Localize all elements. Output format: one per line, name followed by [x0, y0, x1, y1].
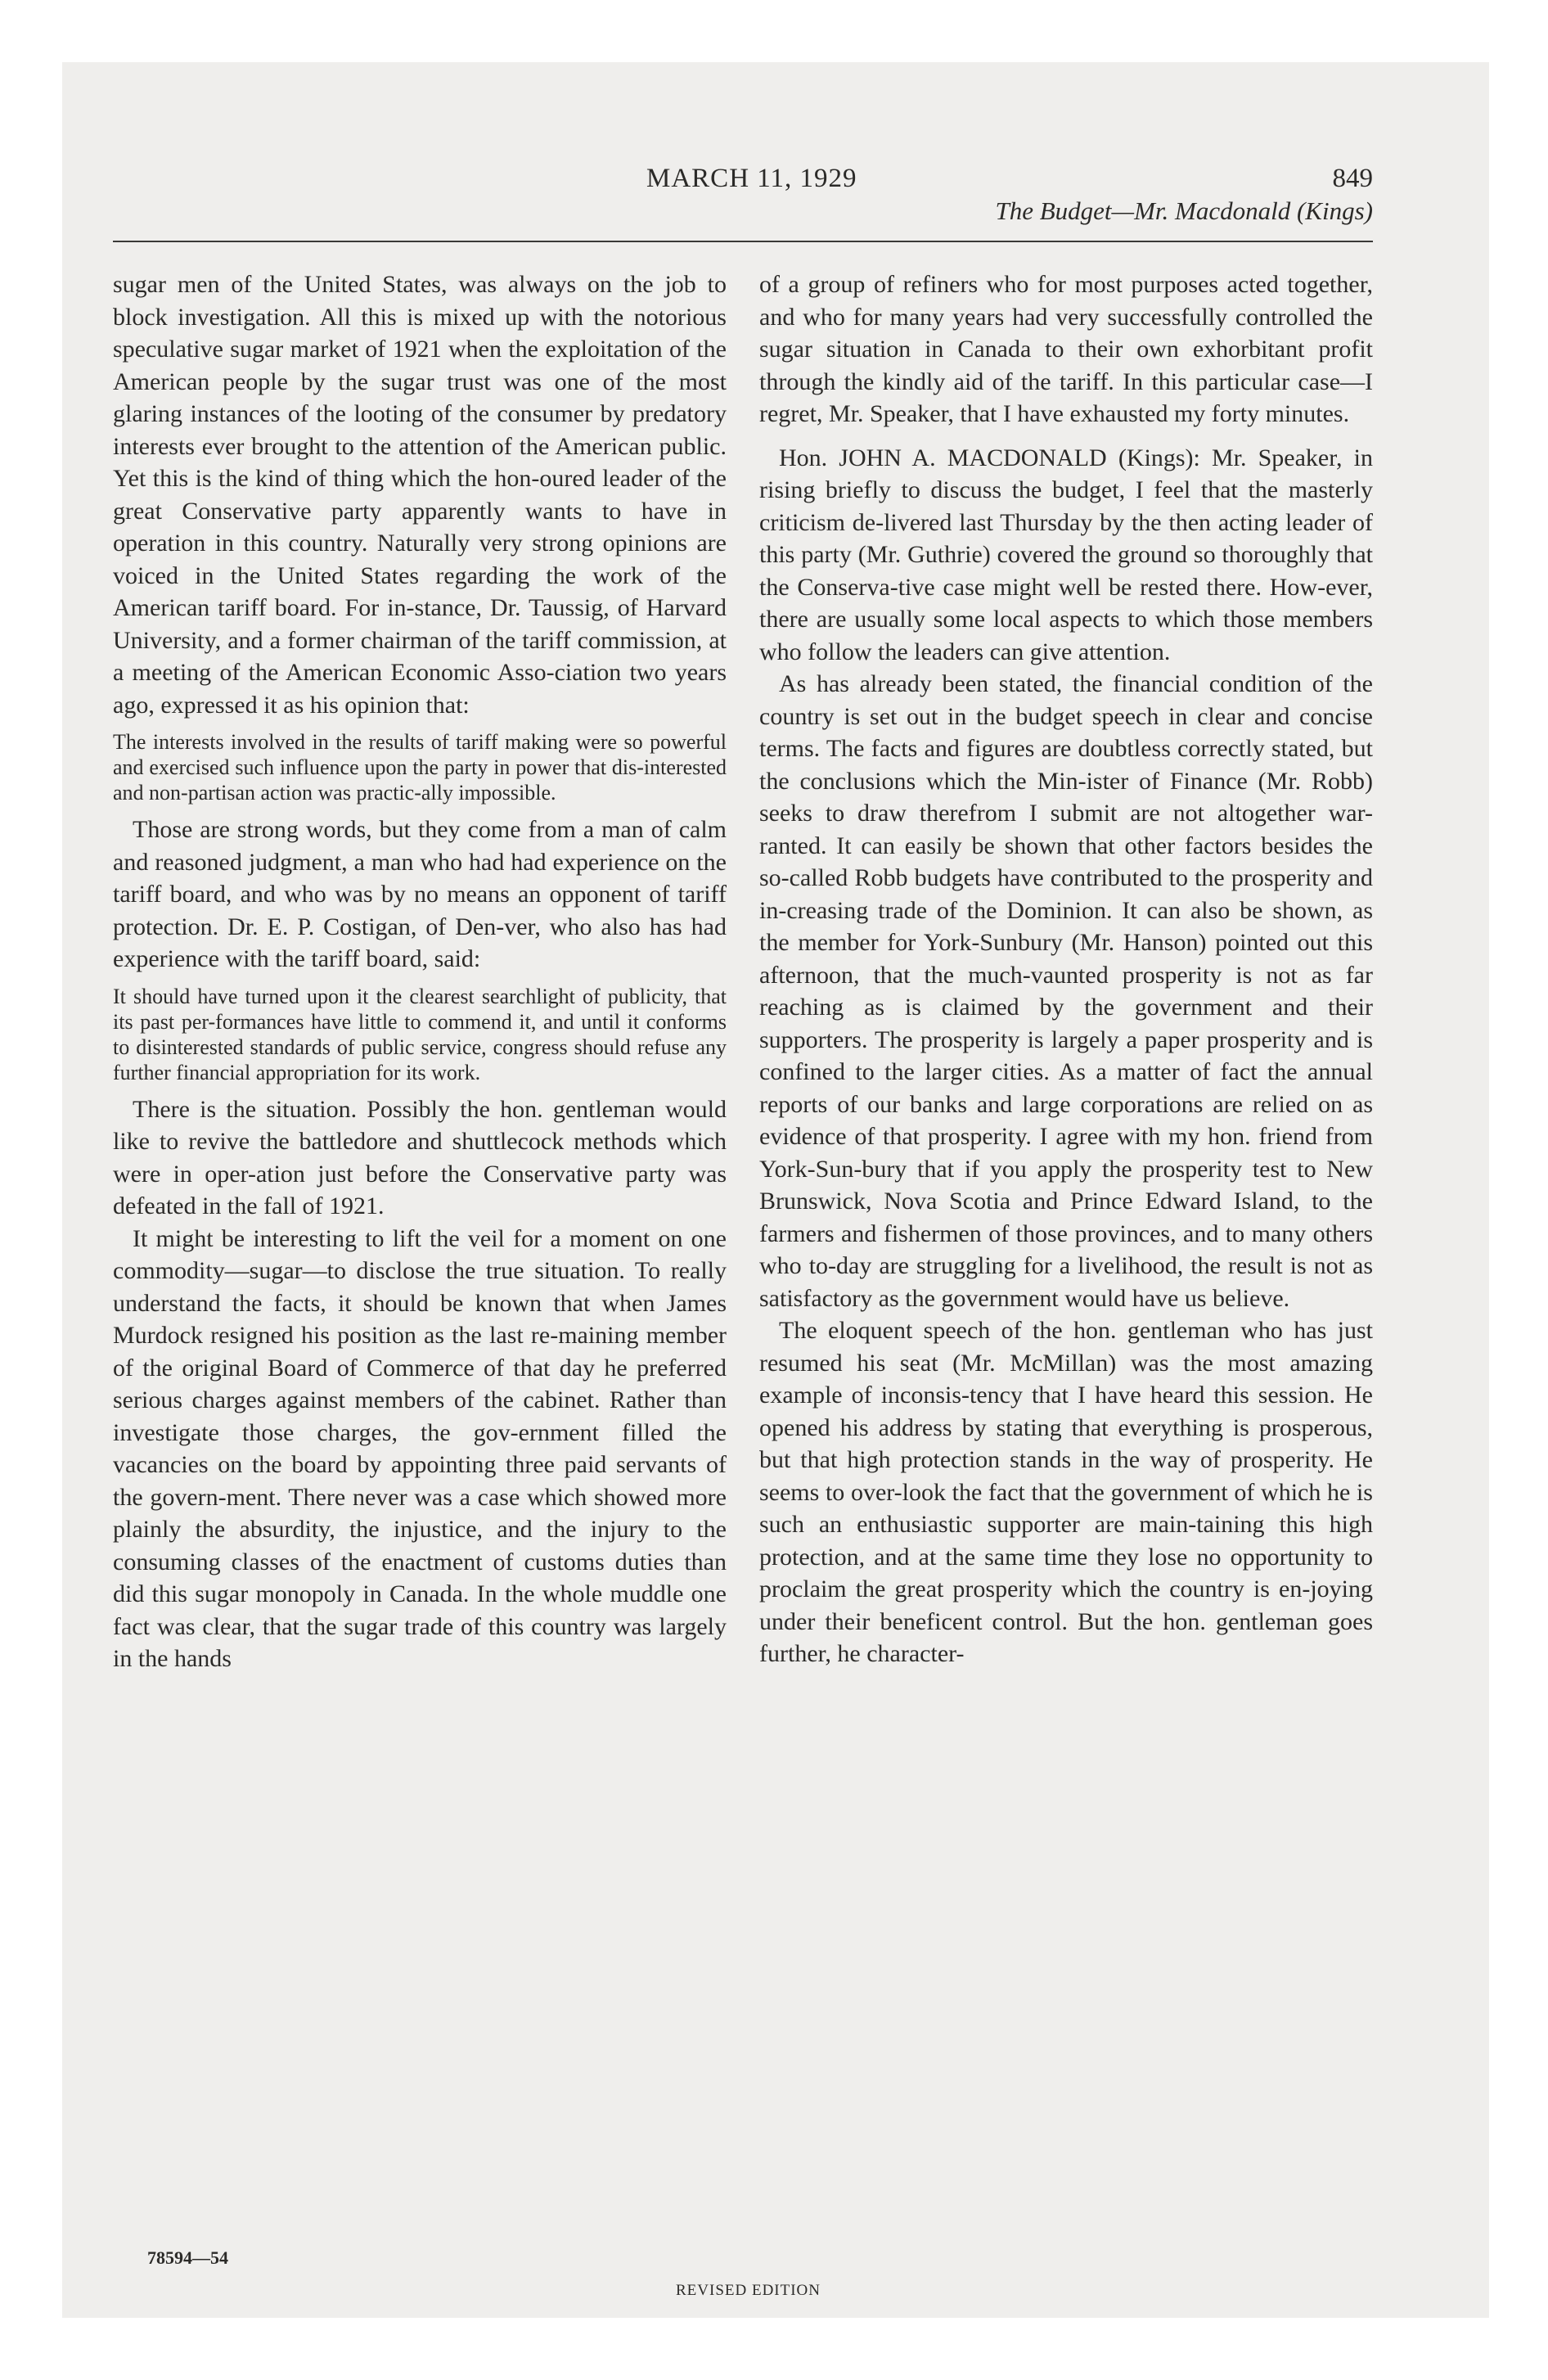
paragraph: of a group of refiners who for most purposes acted together, and who for many years had very successfully controlled the sugar situation in Canada to their own exhorbitant profit through the kindly aid of the tariff. In this particular case—I regret, Mr. Speaker, that I have exhausted my forty minutes.	[759, 271, 1373, 427]
print-code: 78594—54	[147, 2247, 228, 2268]
header-subtitle: The Budget—Mr. Macdonald (Kings)	[995, 196, 1373, 225]
text-columns	[113, 268, 1373, 1675]
left-column	[113, 268, 727, 1675]
paragraph: sugar men of the United States, was always on the job to block investigation. All this is mixed up with the notorious speculative sugar market of 1921 when the exploitation of the American people by the sugar trust was one of the most glaring instances of the looting of the consumer by predatory interests ever brought to the attention of the American public. Yet this is the kind of thing which the hon-oured leader of the great Conservative party apparently wants to have in operation in this country. Naturally very strong opinions are voiced in the United States regarding the work of the American tariff board. For in-stance, Dr. Taussig, of Harvard University, and a former chairman of the tariff commission, at a meeting of the American Economic Asso-ciation two years ago, expressed it as his opinion that:	[113, 271, 727, 719]
edition-label: REVISED EDITION	[676, 2282, 821, 2299]
block-quote: It should have turned upon it the clearest searchlight of publicity, that its past per-formances have little to commend it, and until it conforms to disinterested standards of public service, congress should refuse any further financial appropriation for its work.	[113, 984, 727, 1084]
speaker-paragraph: Hon. JOHN A. MACDONALD (Kings): Mr. Speaker, in rising briefly to discuss the budget, I feel that the masterly criticism de-livered last Thursday by the then acting leader of this party (Mr. Guthrie) covered the ground so thoroughly that the Conserva-tive case might well be rested there. How-ever, there are usually some local aspects to which those members who follow the leaders can give attention.	[759, 444, 1373, 665]
block-quote: The interests involved in the results of tariff making were so powerful and exercised such influence upon the party in power that dis-interested and non-partisan action was practic-ally impossible.	[113, 730, 727, 805]
paragraph: Those are strong words, but they come from a man of calm and reasoned judgment, a man who had had experience on the tariff board, and who was by no means an opponent of tariff protection. Dr. E. P. Costigan, of Den-ver, who also has had experience with the tariff board, said:	[113, 816, 727, 972]
paragraph: There is the situation. Possibly the hon. gentleman would like to revive the battledore and shuttlecock methods which were in oper-ation just before the Conservative party was defeated in the fall of 1921.	[113, 1095, 727, 1219]
header-rule	[113, 241, 1373, 242]
paragraph: The eloquent speech of the hon. gentleman who has just resumed his seat (Mr. McMillan) was the most amazing example of inconsis-tency that I have heard this session. He opened his address by stating that everything is prosperous, but that high protection stands in the way of prosperity. He seems to over-look the fact that the government of which he is such an enthusiastic supporter are main-taining this high protection, and at the same time they lose no opportunity to proclaim the great prosperity which the country is en-joying under their beneficent control. But the hon. gentleman goes further, he character-	[759, 1317, 1373, 1667]
paragraph: It might be interesting to lift the veil for a moment on one commodity—sugar—to disclose the true situation. To really understand the facts, it should be known that when James Murdock resigned his position as the last re-maining member of the original Board of Commerce of that day he preferred serious charges against members of the cabinet. Rather than investigate those charges, the gov-ernment filled the vacancies on the board by appointing three paid servants of the govern-ment. There never was a case which showed more plainly the absurdity, the injustice, and the injury to the consuming classes of the enactment of customs duties than did this sugar monopoly in Canada. In the whole muddle one fact was clear, that the sugar trade of this country was largely in the hands	[113, 1224, 727, 1672]
header-date: MARCH 11, 1929	[646, 164, 857, 193]
paragraph: As has already been stated, the financial condition of the country is set out in the budget speech in clear and concise terms. The facts and figures are doubtless correctly stated, but the conclusions which the Min-ister of Finance (Mr. Robb) seeks to draw therefrom I submit are not altogether war-ranted. It can easily be shown that other factors besides the so-called Robb budgets have contributed to the prosperity and in-creasing trade of the Dominion. It can also be shown, as the member for York-Sunbury (Mr. Hanson) pointed out this afternoon, that the much-vaunted prosperity is not as far reaching as is claimed by the government and their supporters. The prosperity is largely a paper prosperity and is confined to the larger cities. As a matter of fact the annual reports of our banks and large corporations are relied on as evidence of that prosperity. I agree with my hon. friend from York-Sun-bury that if you apply the prosperity test to New Brunswick, Nova Scotia and Prince Edward Island, to the farmers and fishermen of those provinces, and to many others who to-day are struggling for a livelihood, the result is not as satisfactory as the government would have us believe.	[759, 670, 1373, 1312]
right-column	[759, 268, 1373, 1675]
document-page	[113, 164, 1373, 1675]
page-number: 849	[1332, 164, 1373, 193]
running-header	[113, 164, 1373, 237]
